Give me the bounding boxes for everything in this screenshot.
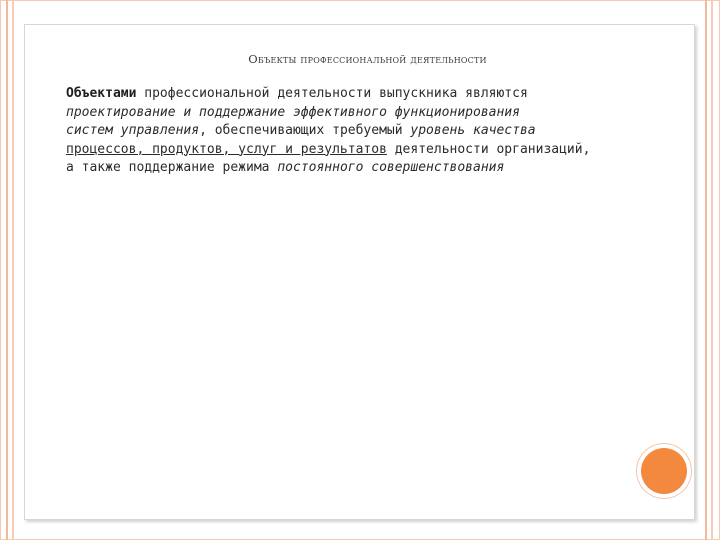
content-card — [24, 24, 695, 520]
body-paragraph — [66, 85, 626, 178]
left-border-stripe — [6, 0, 8, 540]
paragraph-line-1 — [66, 85, 626, 104]
paragraph-line-2 — [66, 104, 626, 123]
bold-lead-word: Объектами — [66, 86, 137, 101]
line4-plain-text: деятельности организаций, — [386, 141, 591, 157]
line3-plain-text: , обеспечивающих требуемый — [199, 123, 411, 138]
line5-italic-text: постоянного совершенствования — [277, 160, 505, 175]
paragraph-line-5 — [66, 159, 626, 178]
left-border-stripe-inner — [12, 0, 14, 540]
line3-italic-text: систем управления — [66, 123, 200, 138]
slide-title: Объекты профессиональной деятельности — [248, 52, 487, 66]
line3-italic-text-2: уровень качества — [410, 123, 536, 138]
paragraph-line-3 — [66, 122, 626, 141]
decorative-orange-circle — [641, 448, 687, 494]
line5-plain-text: а также поддержание режима — [66, 160, 278, 175]
right-border-stripe — [705, 0, 707, 540]
right-border-stripe-inner — [711, 0, 713, 540]
line1-text: профессиональной деятельности выпускника являются — [136, 86, 528, 101]
paragraph-line-4 — [66, 141, 626, 160]
line2-italic-text: проектирование и поддержание эффективного функционирования — [66, 104, 520, 120]
line4-underlined-text: процессов, продуктов, услуг и результатов — [66, 141, 387, 157]
